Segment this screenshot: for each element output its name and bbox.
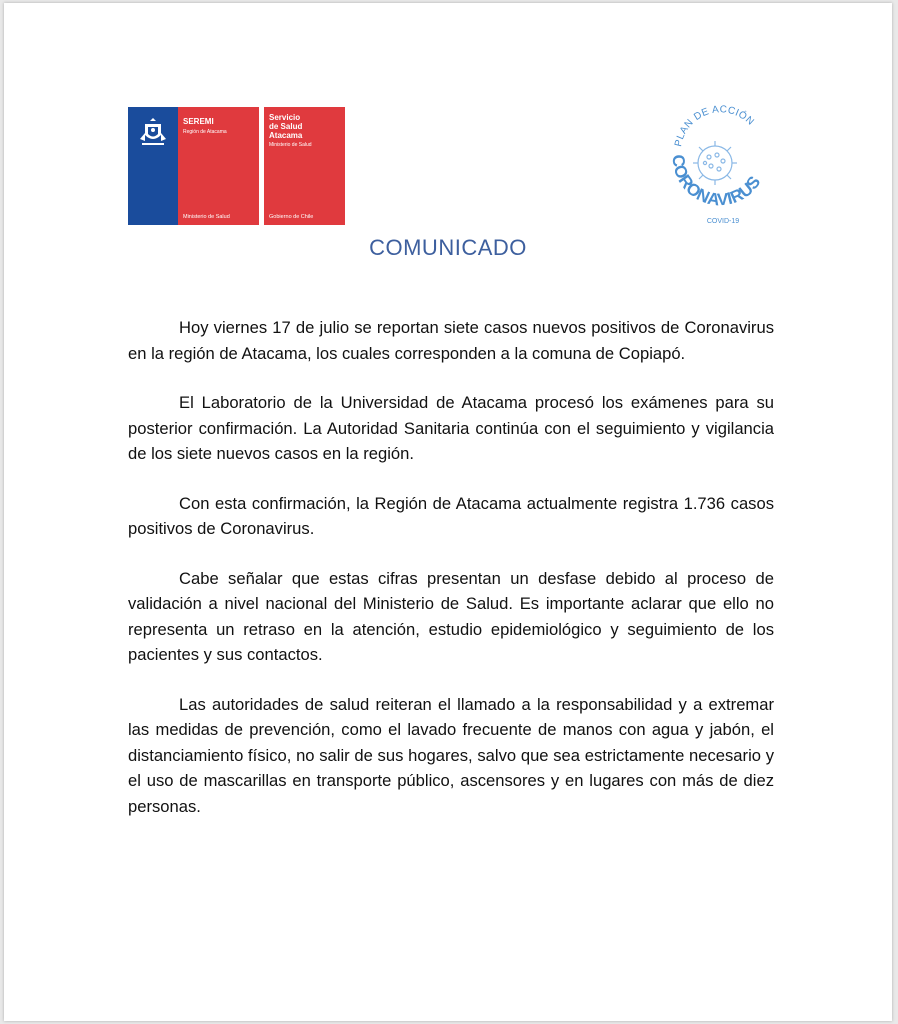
servicio-line3: Atacama xyxy=(269,131,303,140)
seremi-logo-red-band xyxy=(178,107,259,225)
servicio-sub: Ministerio de Salud xyxy=(269,142,312,148)
paragraph-4: Cabe señalar que estas cifras presentan un desfase debido al proceso de validación a nivel nacional del Ministerio de Salud. Es importante aclarar que ello no representa un retraso en la atención, estudio epidemiológico y seguimiento de los pacientes y sus contactos. xyxy=(128,568,774,664)
plan-arc-text: PLAN DE ACCIÓN xyxy=(673,104,757,148)
document-page xyxy=(4,3,892,1021)
servicio-logo-red-band xyxy=(264,107,345,225)
servicio-line2: de Salud xyxy=(269,122,303,131)
paragraph-1: Hoy viernes 17 de julio se reportan siete casos nuevos positivos de Coronavirus en la región de Atacama, los cuales corresponden a la comuna de Copiapó. xyxy=(128,318,774,363)
servicio-line1: Servicio xyxy=(269,113,301,122)
document-body xyxy=(128,315,774,843)
paragraph-3: Con esta confirmación, la Región de Atacama actualmente registra 1.736 casos positivos de Coronavirus. xyxy=(128,493,774,538)
plan-accion-coronavirus-logo xyxy=(659,103,779,229)
plan-sub-text: COVID-19 xyxy=(706,218,740,225)
chile-coat-of-arms-icon xyxy=(136,115,170,149)
page-title: COMUNICADO xyxy=(369,235,527,260)
seremi-logo xyxy=(128,107,259,225)
plan-main-text: CORONAVIRUS xyxy=(668,153,765,210)
seremi-logo-blue-band xyxy=(128,107,178,225)
servicio-salud-logo xyxy=(264,107,345,225)
seremi-footer: Ministerio de Salud xyxy=(183,214,230,220)
paragraph-5: Las autoridades de salud reiteran el llamado a la responsabilidad y a extremar las medidas de prevención, como el lavado frecuente de manos con agua y jabón, el distanciamiento físico, no salir de sus hogares, salvo que sea estrictamente necesario y el uso de mascarillas en transporte público, ascensores y en lugares con más de diez personas. xyxy=(128,694,774,816)
seremi-title: SEREMI xyxy=(183,117,214,126)
paragraph-2: El Laboratorio de la Universidad de Atacama procesó los exámenes para su posterior confirmación. La Autoridad Sanitaria continúa con el seguimiento y vigilancia de los siete nuevos casos en la región. xyxy=(128,393,774,463)
servicio-footer: Gobierno de Chile xyxy=(269,214,314,220)
seremi-region: Región de Atacama xyxy=(183,129,227,135)
virus-icon xyxy=(693,141,737,185)
